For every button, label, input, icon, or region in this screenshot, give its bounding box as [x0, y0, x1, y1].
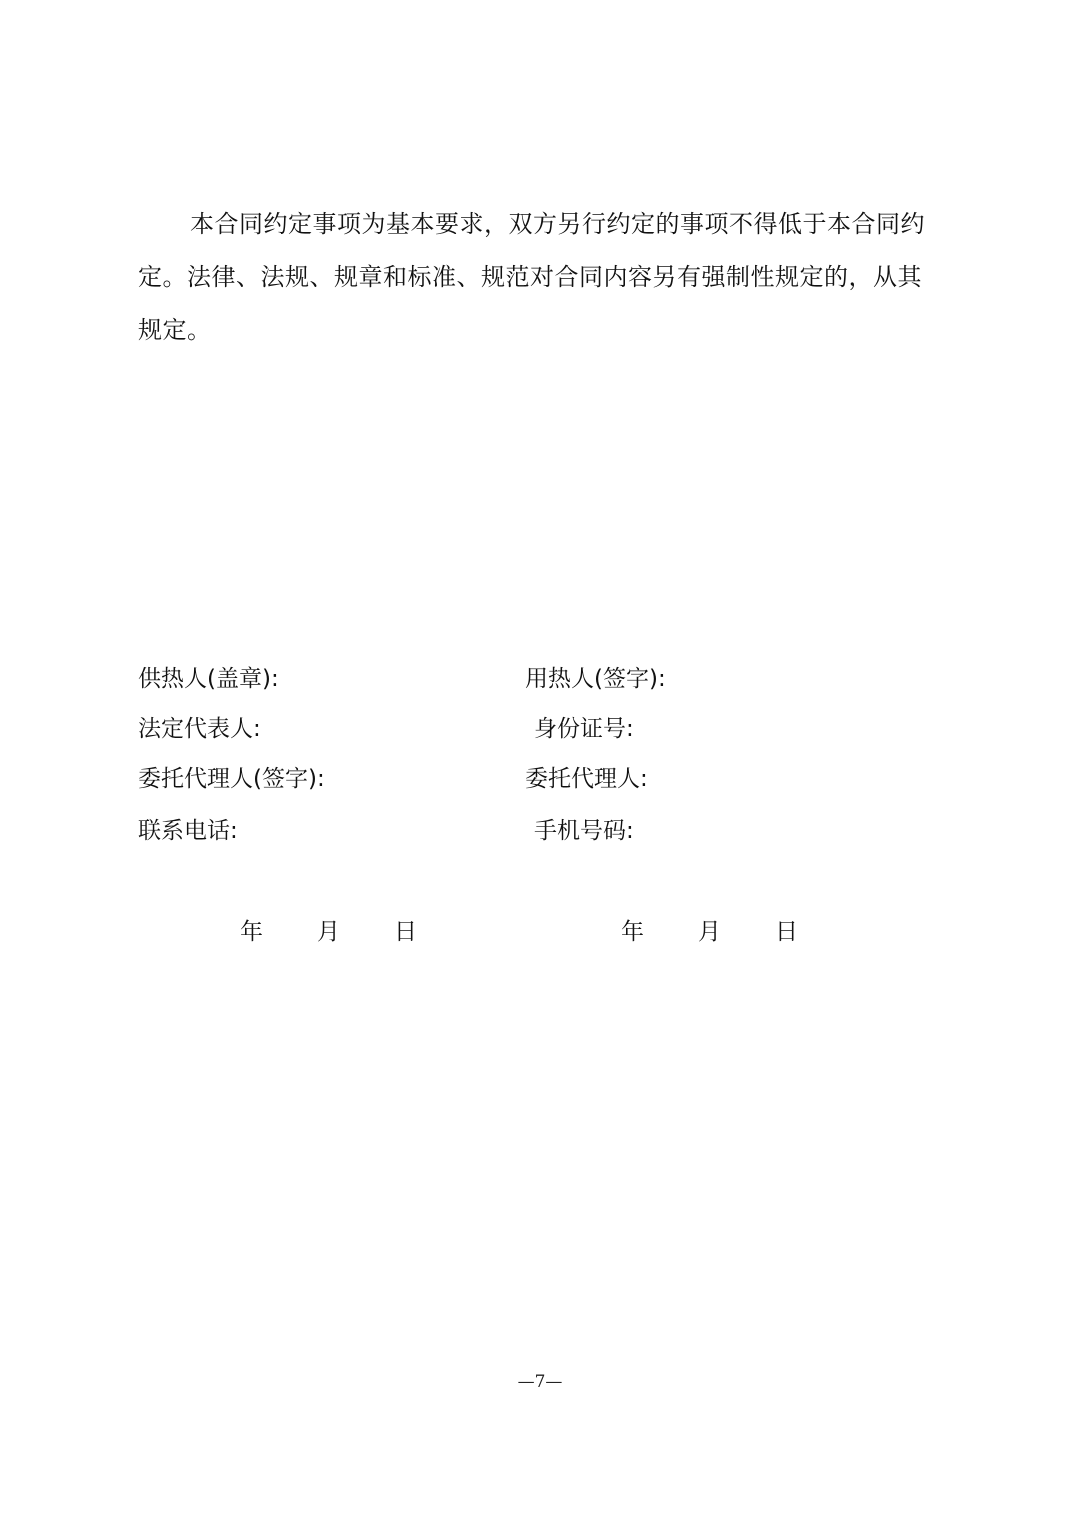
id-number-label: 身份证号: — [534, 716, 634, 742]
date-month-label: 月 — [317, 919, 340, 945]
date-day-label: 日 — [394, 919, 417, 945]
supplier-seal-label: 供热人(盖章): — [138, 666, 279, 692]
legal-representative-label: 法定代表人: — [138, 716, 261, 742]
contract-paragraph: 本合同约定事项为基本要求，双方另行约定的事项不得低于本合同约定。法律、法规、规章和标准、规范对合同内容另有强制性规定的，从其规定。 — [138, 210, 925, 344]
mobile-number-label: 手机号码: — [534, 818, 634, 844]
date-day-label: 日 — [775, 919, 798, 945]
supplier-agent-signature-label: 委托代理人(签字): — [138, 766, 325, 792]
date-year-label: 年 — [240, 919, 263, 945]
contact-phone-label: 联系电话: — [138, 818, 238, 844]
user-date-line — [621, 916, 821, 948]
date-year-label: 年 — [621, 919, 644, 945]
page-number: —7— — [517, 1372, 563, 1392]
user-signature-label: 用热人(签字): — [525, 666, 666, 692]
supplier-date-line — [240, 916, 440, 948]
user-agent-label: 委托代理人: — [525, 766, 648, 792]
date-month-label: 月 — [698, 919, 721, 945]
